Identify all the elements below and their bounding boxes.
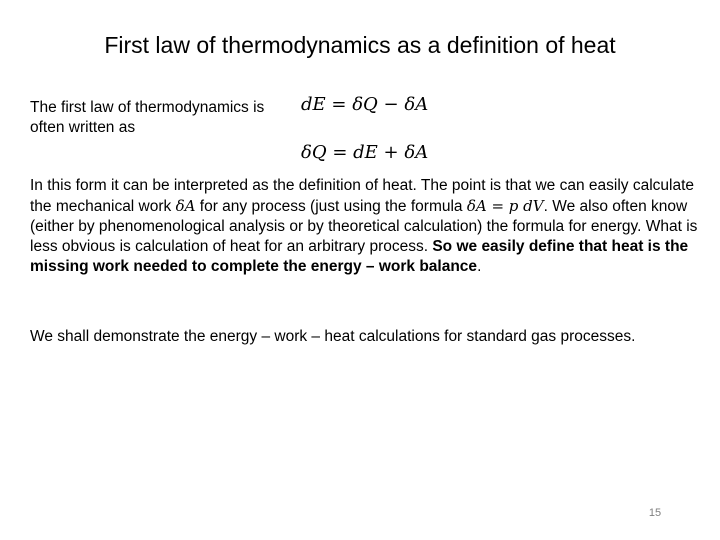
main-paragraph: [30, 176, 700, 277]
closing-text: We shall demonstrate the energy – work – heat calculations for standard gas processes.: [30, 328, 636, 345]
paragraph-end: .: [477, 258, 482, 275]
equation-heat: [301, 142, 428, 164]
page-number: 15: [648, 507, 662, 519]
eq1-operator: −: [383, 94, 405, 115]
slide-title: First law of thermodynamics as a definition of heat: [104, 32, 616, 58]
paragraph-part2: for any process (just using the formula: [195, 198, 467, 215]
bold-sentence: So we easily define that heat is the missing work needed to complete the energy – work balance: [30, 238, 689, 275]
eq2-operator: +: [383, 142, 405, 163]
work-formula: δA = p dV: [466, 197, 544, 215]
paragraph-part3: . We also often know (either by phenomenological analysis or by theoretical calculation) the formula for energy. What is less obvious is calculation of heat for an arbitrary process.: [30, 198, 698, 255]
eq1-equals: =: [331, 94, 353, 115]
eq1-rhs-a: δQ: [352, 94, 378, 115]
work-symbol: δA: [175, 197, 196, 215]
eq2-equals: =: [332, 142, 354, 163]
eq1-rhs-b: δA: [404, 94, 429, 115]
eq2-lhs: δQ: [301, 142, 327, 163]
equation-first-law: [301, 94, 428, 116]
eq2-rhs-b: δA: [404, 142, 429, 163]
eq1-lhs: dE: [301, 94, 326, 115]
paragraph-part1: In this form it can be interpreted as the definition of heat. The point is that we can easily calculate the mechanical work: [30, 177, 695, 215]
eq2-rhs-a: dE: [353, 142, 378, 163]
intro-text: The first law of thermodynamics is often written as: [30, 99, 265, 136]
